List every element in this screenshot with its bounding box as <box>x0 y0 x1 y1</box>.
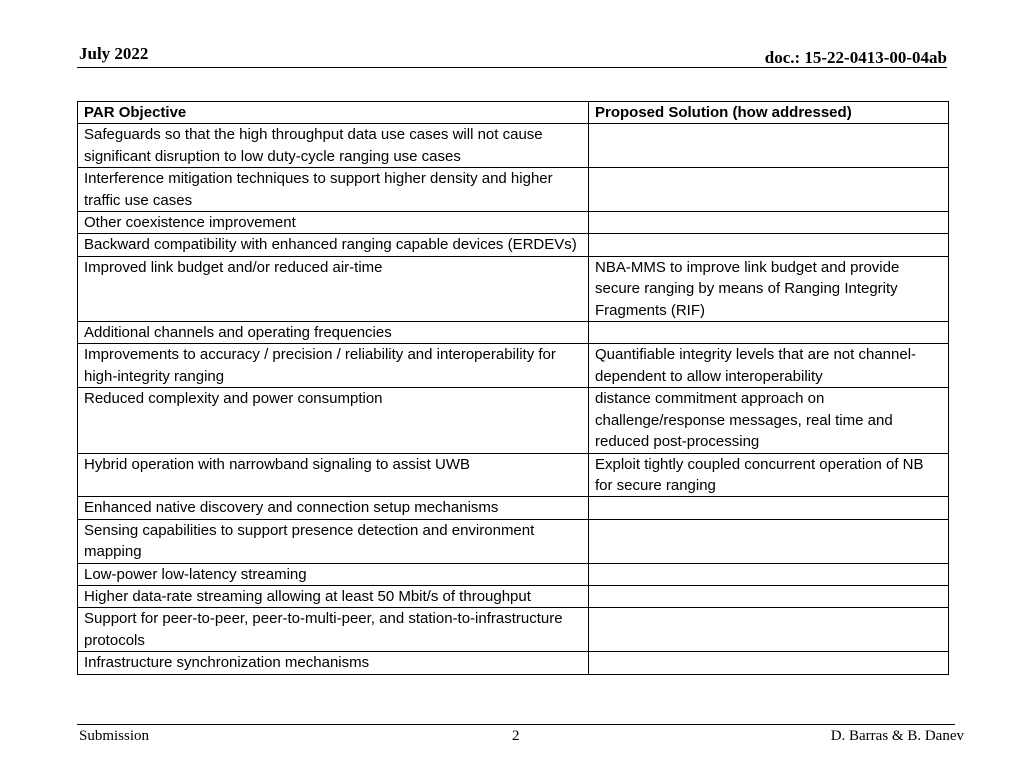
table-row <box>78 212 949 234</box>
solution-cell: Exploit tightly coupled concurrent operation of NB for secure ranging <box>589 453 949 497</box>
solution-cell <box>589 322 949 344</box>
solution-cell <box>589 519 949 563</box>
objective-cell: Improvements to accuracy / precision / reliability and interoperability for high-integrity ranging <box>78 344 589 388</box>
table-row <box>78 168 949 212</box>
footer-authors: D. Barras & B. Danev <box>830 728 964 744</box>
objective-cell: Hybrid operation with narrowband signaling to assist UWB <box>78 453 589 497</box>
objective-cell: Infrastructure synchronization mechanisms <box>78 652 589 674</box>
solution-cell <box>589 212 949 234</box>
objective-cell: Backward compatibility with enhanced ranging capable devices (ERDEVs) <box>78 234 589 256</box>
solution-cell <box>589 124 949 168</box>
table-row <box>78 256 949 321</box>
objective-cell: Higher data-rate streaming allowing at least 50 Mbit/s of throughput <box>78 585 589 607</box>
table-row <box>78 453 949 497</box>
solution-cell <box>589 168 949 212</box>
header-doc-id: doc.: 15-22-0413-00-04ab <box>764 48 947 67</box>
solution-cell: NBA-MMS to improve link budget and provide secure ranging by means of Ranging Integrity Fragments (RIF) <box>589 256 949 321</box>
table-row <box>78 519 949 563</box>
objective-cell: Support for peer-to-peer, peer-to-multi-peer, and station-to-infrastructure protocols <box>78 608 589 652</box>
column-header-solution: Proposed Solution (how addressed) <box>589 102 949 124</box>
footer-divider <box>77 724 955 725</box>
solution-cell: Quantifiable integrity levels that are not channel-dependent to allow interoperability <box>589 344 949 388</box>
header-date: July 2022 <box>79 44 149 63</box>
solution-cell <box>589 497 949 519</box>
table-row <box>78 652 949 674</box>
table-row <box>78 124 949 168</box>
solution-cell <box>589 563 949 585</box>
objective-cell: Enhanced native discovery and connection setup mechanisms <box>78 497 589 519</box>
objective-cell: Other coexistence improvement <box>78 212 589 234</box>
table-row <box>78 388 949 453</box>
solution-cell <box>589 652 949 674</box>
table-header-row <box>78 102 949 124</box>
table-row <box>78 497 949 519</box>
solution-cell <box>589 608 949 652</box>
solution-cell: distance commitment approach on challenge/response messages, real time and reduced post-processing <box>589 388 949 453</box>
table-body <box>78 124 949 674</box>
objective-cell: Reduced complexity and power consumption <box>78 388 589 453</box>
column-header-objective: PAR Objective <box>78 102 589 124</box>
objective-cell: Additional channels and operating frequencies <box>78 322 589 344</box>
solution-cell <box>589 585 949 607</box>
footer-submission: Submission <box>79 728 150 744</box>
table-row <box>78 344 949 388</box>
objective-cell: Improved link budget and/or reduced air-time <box>78 256 589 321</box>
par-objectives-table <box>77 101 949 675</box>
footer-page-number: 2 <box>512 728 520 744</box>
objective-cell: Sensing capabilities to support presence detection and environment mapping <box>78 519 589 563</box>
table-row <box>78 585 949 607</box>
objective-cell: Interference mitigation techniques to support higher density and higher traffic use cases <box>78 168 589 212</box>
table-row <box>78 608 949 652</box>
table-row <box>78 563 949 585</box>
header-divider <box>77 67 947 68</box>
objective-cell: Low-power low-latency streaming <box>78 563 589 585</box>
solution-cell <box>589 234 949 256</box>
objective-cell: Safeguards so that the high throughput data use cases will not cause significant disruption to low duty-cycle ranging use cases <box>78 124 589 168</box>
table-row <box>78 234 949 256</box>
table-row <box>78 322 949 344</box>
